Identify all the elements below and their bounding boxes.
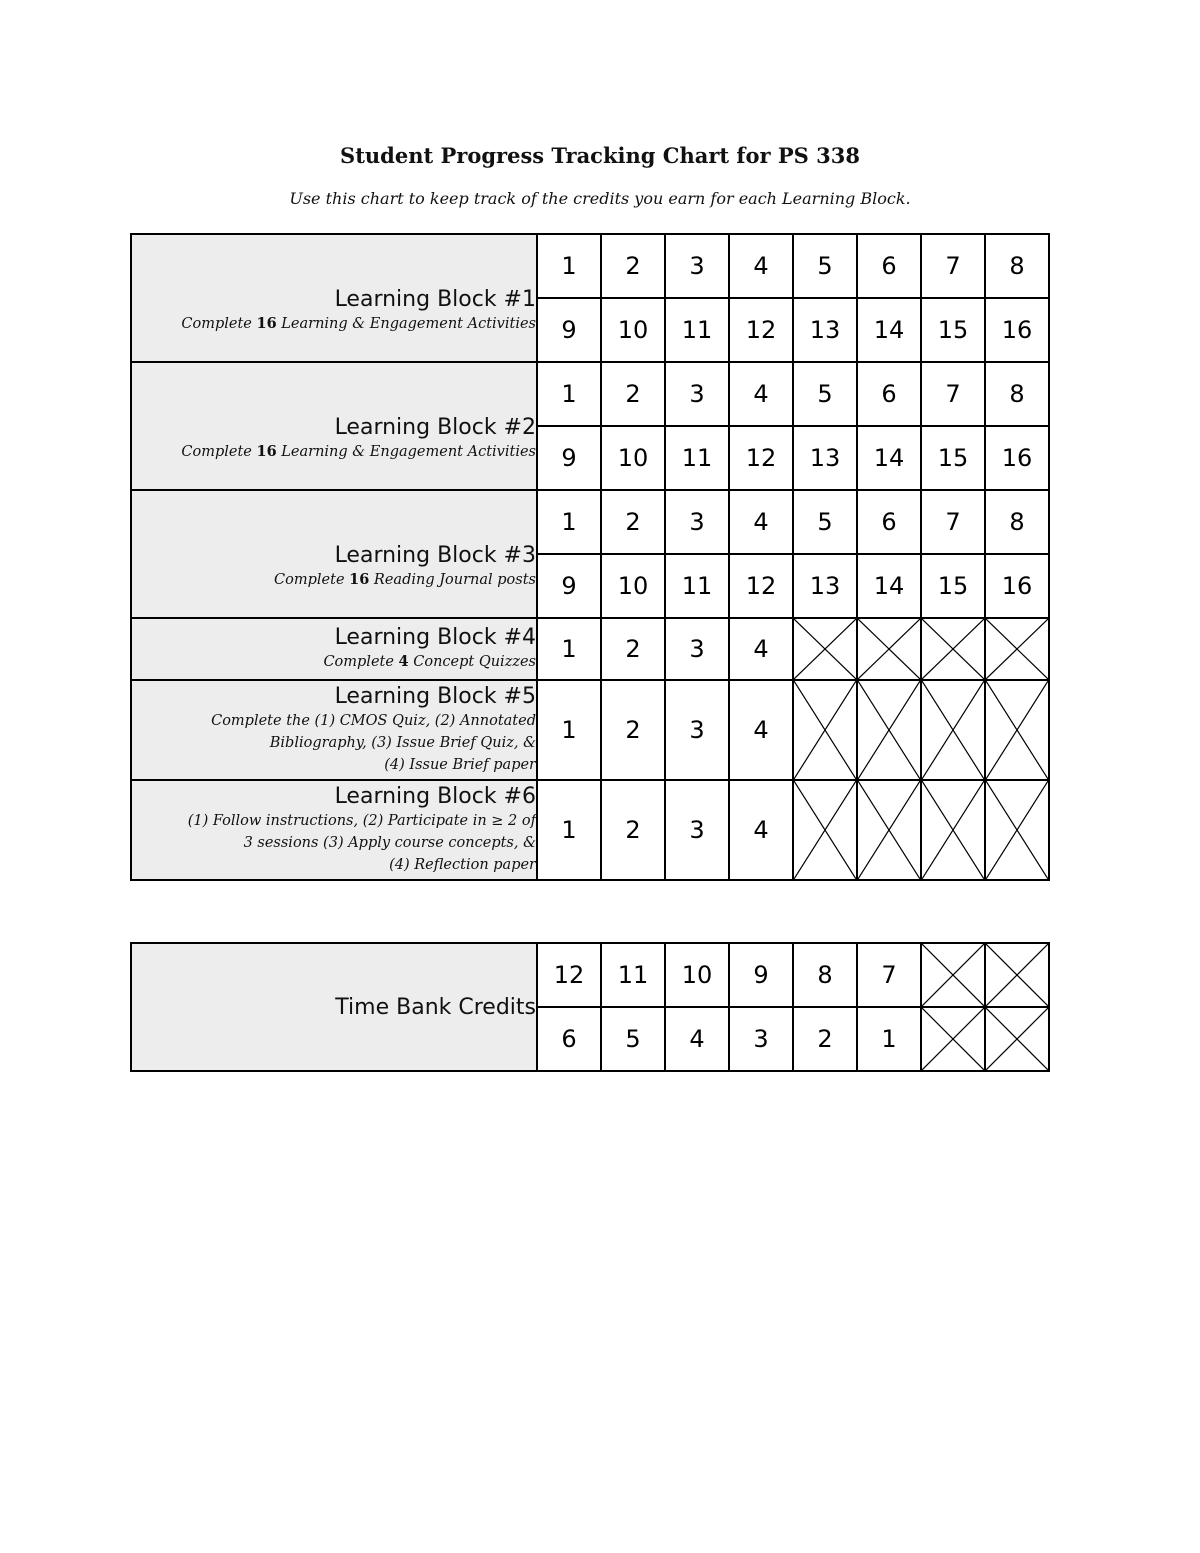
credit-checkbox[interactable]: 15 <box>921 426 985 490</box>
unavailable-cell <box>985 618 1049 680</box>
desc-suffix: Learning & Engagement Activities <box>276 444 536 460</box>
credit-checkbox[interactable]: 11 <box>601 943 665 1007</box>
credit-checkbox[interactable]: 9 <box>729 943 793 1007</box>
credit-checkbox[interactable]: 10 <box>601 426 665 490</box>
credit-checkbox[interactable]: 15 <box>921 298 985 362</box>
credit-checkbox[interactable]: 2 <box>601 490 665 554</box>
credit-checkbox[interactable]: 8 <box>985 362 1049 426</box>
credit-checkbox[interactable]: 3 <box>665 490 729 554</box>
desc-suffix: Learning & Engagement Activities <box>276 316 536 332</box>
credit-checkbox[interactable]: 12 <box>729 554 793 618</box>
learning-block-1-label <box>131 234 537 362</box>
credit-checkbox[interactable]: 5 <box>793 234 857 298</box>
unavailable-cell <box>793 780 857 880</box>
credit-checkbox[interactable]: 6 <box>537 1007 601 1071</box>
credit-checkbox[interactable]: 12 <box>729 426 793 490</box>
credit-checkbox[interactable]: 4 <box>729 618 793 680</box>
time-bank-title: Time Bank Credits <box>335 994 536 1020</box>
desc-suffix: Concept Quizzes <box>408 654 536 670</box>
learning-block-2-label <box>131 362 537 490</box>
credit-checkbox[interactable]: 3 <box>665 234 729 298</box>
block-title: Learning Block #4 <box>334 625 536 650</box>
credit-checkbox[interactable]: 5 <box>601 1007 665 1071</box>
block-description <box>132 441 536 463</box>
time-bank-label <box>131 943 537 1071</box>
credit-checkbox[interactable]: 9 <box>537 426 601 490</box>
time-bank-row <box>131 943 1049 1007</box>
block-title: Learning Block #3 <box>334 543 536 568</box>
block-row <box>131 618 1049 680</box>
block-description <box>132 710 536 776</box>
credit-checkbox[interactable]: 2 <box>601 618 665 680</box>
desc-count: 4 <box>398 653 409 670</box>
block-row <box>131 490 1049 554</box>
block-title: Learning Block #1 <box>334 287 536 312</box>
block-row <box>131 362 1049 426</box>
credit-checkbox[interactable]: 7 <box>921 362 985 426</box>
credit-checkbox[interactable]: 5 <box>793 490 857 554</box>
credit-checkbox[interactable]: 13 <box>793 554 857 618</box>
unavailable-cell <box>793 680 857 780</box>
block-description-line: Bibliography, (3) Issue Brief Quiz, & <box>269 735 536 751</box>
unavailable-cell <box>921 618 985 680</box>
desc-count: 16 <box>256 315 277 332</box>
credit-checkbox[interactable]: 7 <box>921 234 985 298</box>
block-description-line: (4) Issue Brief paper <box>384 757 536 773</box>
credit-checkbox[interactable]: 9 <box>537 554 601 618</box>
credit-checkbox[interactable]: 7 <box>857 943 921 1007</box>
credit-checkbox[interactable]: 14 <box>857 298 921 362</box>
unavailable-cell <box>985 780 1049 880</box>
credit-checkbox[interactable]: 14 <box>857 426 921 490</box>
desc-prefix: Complete <box>181 444 257 460</box>
credit-checkbox[interactable]: 1 <box>537 618 601 680</box>
credit-checkbox[interactable]: 1 <box>537 490 601 554</box>
unavailable-cell <box>921 943 985 1007</box>
credit-checkbox[interactable]: 16 <box>985 298 1049 362</box>
block-row <box>131 680 1049 780</box>
desc-prefix: Complete <box>323 654 399 670</box>
unavailable-cell <box>857 680 921 780</box>
credit-checkbox[interactable]: 11 <box>665 298 729 362</box>
credit-checkbox[interactable]: 1 <box>537 780 601 880</box>
credit-checkbox[interactable]: 1 <box>537 362 601 426</box>
time-bank-table <box>130 942 1050 1072</box>
page-subtitle: Use this chart to keep track of the credits you earn for each Learning Block. <box>289 189 911 208</box>
desc-count: 16 <box>349 571 370 588</box>
credit-checkbox[interactable]: 3 <box>665 680 729 780</box>
credit-checkbox[interactable]: 11 <box>665 426 729 490</box>
credit-checkbox[interactable]: 4 <box>729 780 793 880</box>
credit-checkbox[interactable]: 12 <box>537 943 601 1007</box>
credit-checkbox[interactable]: 1 <box>537 680 601 780</box>
block-title: Learning Block #2 <box>334 415 536 440</box>
credit-checkbox[interactable]: 1 <box>857 1007 921 1071</box>
unavailable-cell <box>857 618 921 680</box>
credit-checkbox[interactable]: 16 <box>985 554 1049 618</box>
credit-checkbox[interactable]: 7 <box>921 490 985 554</box>
credit-checkbox[interactable]: 2 <box>601 680 665 780</box>
credit-checkbox[interactable]: 8 <box>985 490 1049 554</box>
block-title: Learning Block #6 <box>334 784 536 809</box>
credit-checkbox[interactable]: 6 <box>857 362 921 426</box>
unavailable-cell <box>921 1007 985 1071</box>
credit-checkbox[interactable]: 10 <box>601 298 665 362</box>
credit-checkbox[interactable]: 4 <box>665 1007 729 1071</box>
block-row <box>131 234 1049 298</box>
credit-checkbox[interactable]: 8 <box>793 943 857 1007</box>
credit-checkbox[interactable]: 1 <box>537 234 601 298</box>
credit-checkbox[interactable]: 6 <box>857 234 921 298</box>
credit-checkbox[interactable]: 14 <box>857 554 921 618</box>
learning-blocks-table <box>130 233 1050 881</box>
block-description <box>132 810 536 876</box>
credit-checkbox[interactable]: 3 <box>665 362 729 426</box>
credit-checkbox[interactable]: 2 <box>601 780 665 880</box>
unavailable-cell <box>921 780 985 880</box>
credit-checkbox[interactable]: 10 <box>601 554 665 618</box>
learning-block-4-label <box>131 618 537 680</box>
block-description-line: Complete the (1) CMOS Quiz, (2) Annotated <box>211 713 536 729</box>
unavailable-cell <box>921 680 985 780</box>
credit-checkbox[interactable]: 4 <box>729 362 793 426</box>
unavailable-cell <box>985 1007 1049 1071</box>
unavailable-cell <box>857 780 921 880</box>
learning-block-5-label <box>131 680 537 780</box>
unavailable-cell <box>985 943 1049 1007</box>
credit-checkbox[interactable]: 4 <box>729 680 793 780</box>
block-title: Learning Block #5 <box>334 684 536 709</box>
credit-checkbox[interactable]: 2 <box>601 234 665 298</box>
block-description <box>132 569 536 591</box>
desc-prefix: Complete <box>274 572 350 588</box>
credit-checkbox[interactable]: 8 <box>985 234 1049 298</box>
credit-checkbox[interactable]: 13 <box>793 298 857 362</box>
credit-checkbox[interactable]: 12 <box>729 298 793 362</box>
desc-prefix: Complete <box>181 316 257 332</box>
page-title: Student Progress Tracking Chart for PS 338 <box>340 143 860 168</box>
desc-suffix: Reading Journal posts <box>369 572 536 588</box>
credit-checkbox[interactable]: 6 <box>857 490 921 554</box>
learning-block-3-label <box>131 490 537 618</box>
learning-block-6-label <box>131 780 537 880</box>
desc-count: 16 <box>256 443 277 460</box>
block-description-line: 3 sessions (3) Apply course concepts, & <box>243 835 536 851</box>
credit-checkbox[interactable]: 3 <box>729 1007 793 1071</box>
unavailable-cell <box>793 618 857 680</box>
credit-checkbox[interactable]: 10 <box>665 943 729 1007</box>
block-row <box>131 780 1049 880</box>
credit-checkbox[interactable]: 13 <box>793 426 857 490</box>
credit-checkbox[interactable]: 4 <box>729 490 793 554</box>
credit-checkbox[interactable]: 11 <box>665 554 729 618</box>
credit-checkbox[interactable]: 9 <box>537 298 601 362</box>
block-description <box>132 651 536 673</box>
credit-checkbox[interactable]: 3 <box>665 618 729 680</box>
credit-checkbox[interactable]: 15 <box>921 554 985 618</box>
credit-checkbox[interactable]: 16 <box>985 426 1049 490</box>
credit-checkbox[interactable]: 4 <box>729 234 793 298</box>
block-description-line: (1) Follow instructions, (2) Participate in ≥ 2 of <box>187 813 536 829</box>
block-description-line: (4) Reflection paper <box>389 857 536 873</box>
credit-checkbox[interactable]: 2 <box>601 362 665 426</box>
unavailable-cell <box>985 680 1049 780</box>
credit-checkbox[interactable]: 5 <box>793 362 857 426</box>
credit-checkbox[interactable]: 2 <box>793 1007 857 1071</box>
credit-checkbox[interactable]: 3 <box>665 780 729 880</box>
block-description <box>132 313 536 335</box>
